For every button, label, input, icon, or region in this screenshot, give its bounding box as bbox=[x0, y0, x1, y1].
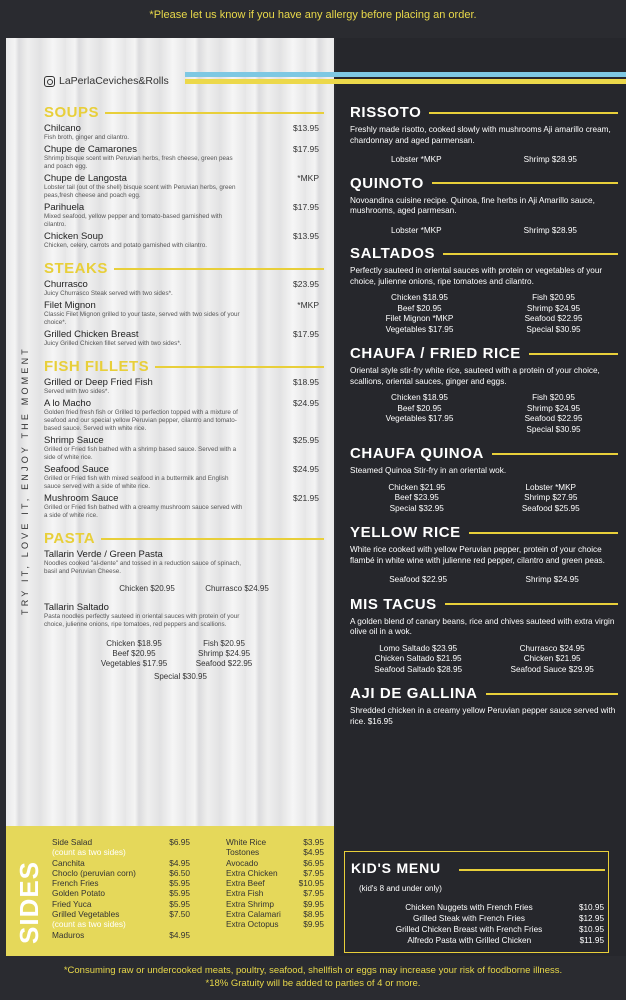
side-item bbox=[52, 878, 190, 888]
pasta-verde-prices bbox=[102, 584, 324, 594]
kids-subtitle: (kid's 8 and under only) bbox=[359, 884, 442, 893]
item-price: $24.95 bbox=[293, 464, 319, 474]
price: Seafood $22.95 bbox=[389, 575, 448, 584]
price: Seafood $22.95 bbox=[195, 659, 253, 668]
price: Seafood $22.95 bbox=[524, 314, 583, 323]
side-name: Grilled Vegetables bbox=[52, 909, 120, 920]
item-name: Parihuela bbox=[44, 202, 85, 213]
item-desc: Fish broth, ginger and cilantro. bbox=[44, 134, 130, 141]
side-price: $7.95 bbox=[303, 888, 324, 899]
side-item bbox=[52, 909, 190, 919]
item-price: $24.95 bbox=[293, 398, 319, 408]
kids-item-name: Chicken Nuggets with French Fries bbox=[405, 903, 533, 912]
item-name: Grilled Chicken Breast bbox=[44, 329, 139, 340]
side-name: White Rice bbox=[226, 837, 267, 847]
price-column bbox=[374, 644, 462, 676]
side-name: Extra Beef bbox=[226, 878, 265, 889]
chaufa-quinoa-prices bbox=[350, 483, 618, 515]
menu-item bbox=[44, 279, 324, 298]
kids-item bbox=[359, 935, 604, 946]
side-name: (count as two sides) bbox=[52, 919, 126, 930]
aji-title: AJI DE GALLINA bbox=[350, 685, 478, 702]
aji-desc: Shredded chicken in a creamy yellow Peruvian pepper sauce served with rice. $16.95 bbox=[350, 706, 616, 726]
item-name: Chicken Soup bbox=[44, 231, 104, 242]
item-name: Tallarin Verde / Green Pasta bbox=[44, 549, 163, 560]
price: Fish $20.95 bbox=[532, 293, 575, 302]
pasta-special: Special $30.95 bbox=[154, 672, 207, 681]
price: Shrimp $28.95 bbox=[523, 225, 577, 235]
price: Churrasco $24.95 bbox=[205, 584, 269, 593]
price-column bbox=[386, 293, 454, 335]
chaufa-quinoa-heading bbox=[350, 445, 618, 462]
side-name: Side Salad bbox=[52, 837, 93, 847]
chaufa-prices bbox=[350, 393, 618, 435]
price: Chicken $18.95 bbox=[391, 293, 448, 302]
side-name: Extra Shrimp bbox=[226, 898, 274, 909]
fish-title: FISH FILLETS bbox=[44, 358, 150, 375]
price-column bbox=[525, 293, 583, 335]
footer bbox=[0, 956, 626, 1000]
left-menu bbox=[44, 104, 324, 683]
menu-item bbox=[44, 144, 324, 171]
price: Special $30.95 bbox=[526, 324, 581, 334]
price: Churrasco $24.95 bbox=[519, 643, 585, 653]
side-name: Maduros bbox=[52, 929, 85, 940]
price: Beef $20.95 bbox=[112, 649, 156, 658]
menu-item bbox=[44, 435, 324, 462]
yellow-rice-desc: White rice cooked with yellow Peruvian pepper, protein of your choice flambé in white wine with julienne red pepper, cilantro and green peas. bbox=[350, 545, 605, 565]
item-desc: Grilled or Fried fish bathed with a shrimp based sauce. Served with a side of white rice. bbox=[44, 446, 237, 461]
side-price: $9.95 bbox=[303, 919, 324, 930]
rissoto-desc: Freshly made risotto, cooked slowly with mushrooms Aji amarillo cream, chardonnay and aged parmensan. bbox=[350, 125, 611, 145]
menu-item bbox=[44, 173, 324, 200]
chaufa-quinoa-desc: Steamed Quinoa Stir-fry in an oriental wok. bbox=[350, 466, 507, 475]
steaks-list bbox=[44, 279, 324, 348]
side-name: Extra Fish bbox=[226, 888, 264, 899]
price: Vegetables $17.95 bbox=[385, 324, 454, 334]
fish-list bbox=[44, 377, 324, 520]
saltados-title: SALTADOS bbox=[350, 245, 436, 262]
pasta-title: PASTA bbox=[44, 530, 96, 547]
price: Seafood $25.95 bbox=[521, 503, 580, 513]
side-price: $7.50 bbox=[169, 909, 190, 920]
item-name: Chilcano bbox=[44, 123, 81, 134]
soups-heading bbox=[44, 104, 324, 121]
kids-item-price: $10.95 bbox=[578, 925, 604, 934]
chaufa-title: CHAUFA / FRIED RICE bbox=[350, 345, 521, 362]
kids-item-name: Grilled Steak with French Fries bbox=[413, 914, 525, 923]
item-name: Mushroom Sauce bbox=[44, 493, 119, 504]
item-name: A lo Macho bbox=[44, 398, 91, 409]
item-price: $18.95 bbox=[293, 377, 319, 387]
side-name: Canchita bbox=[52, 857, 85, 868]
price: Filet Mignon *MKP bbox=[385, 314, 454, 323]
price: Fish $20.95 bbox=[203, 639, 245, 648]
side-item bbox=[52, 930, 190, 940]
saltados-desc: Perfectly sauteed in oriental sauces with protein or vegetables of your choice, julienne onions, ripe tomatoes and cilantro. bbox=[350, 266, 603, 286]
mis-tacus-desc: A golden blend of canary beans, rice and chives sauteed with extra virgin olive oil in a wok. bbox=[350, 616, 615, 636]
price: Lomo Saltado $23.95 bbox=[379, 643, 458, 653]
side-item bbox=[52, 868, 190, 878]
price-column bbox=[89, 639, 179, 669]
item-price: $17.95 bbox=[293, 329, 319, 339]
yellow-rice-title: YELLOW RICE bbox=[350, 524, 461, 541]
menu-item bbox=[44, 123, 324, 142]
price: Vegetables $17.95 bbox=[385, 414, 454, 423]
right-menu bbox=[350, 104, 618, 727]
side-name: Fried Yuca bbox=[52, 898, 92, 909]
side-price: $6.95 bbox=[169, 837, 190, 847]
side-price: $5.95 bbox=[169, 878, 190, 889]
side-name: French Fries bbox=[52, 878, 99, 889]
kids-list bbox=[359, 902, 604, 946]
kids-item-price: $12.95 bbox=[578, 914, 604, 923]
quinoto-desc: Novoandina cuisine recipe. Quinoa, fine herbs in Aji Amarillo sauce, mushrooms, aged parmesan. bbox=[350, 195, 595, 215]
aji-heading bbox=[350, 685, 618, 702]
side-item bbox=[226, 888, 324, 898]
side-price: $9.95 bbox=[303, 898, 324, 909]
price: Shrimp $24.95 bbox=[526, 303, 581, 313]
chaufa-desc: Oriental style stir-fry white rice, sauteed with a protein of your choice, scallions, oriental sauces, ginger and eggs. bbox=[350, 366, 600, 386]
side-item bbox=[226, 847, 324, 857]
item-price: $17.95 bbox=[293, 144, 319, 154]
fish-heading bbox=[44, 358, 324, 375]
sides-label bbox=[14, 832, 42, 952]
item-desc: Served with two sides*. bbox=[44, 388, 110, 395]
side-name: Extra Calamari bbox=[226, 909, 281, 920]
item-name: Churrasco bbox=[44, 279, 88, 290]
item-desc: Chicken, celery, carrots and potato garnished with cilantro. bbox=[44, 242, 207, 249]
soups-title: SOUPS bbox=[44, 104, 100, 121]
price: Chicken Saltado $21.95 bbox=[374, 654, 462, 663]
chaufa-heading bbox=[350, 345, 618, 362]
side-name: Choclo (peruvian corn) bbox=[52, 867, 136, 878]
kids-rule bbox=[459, 869, 605, 871]
sides-left-column bbox=[52, 837, 190, 940]
kids-item-price: $10.95 bbox=[578, 903, 604, 912]
menu-item bbox=[44, 398, 324, 433]
side-price: $7.95 bbox=[303, 867, 324, 878]
price: Beef $20.95 bbox=[397, 303, 442, 313]
kids-item bbox=[359, 924, 604, 935]
item-price: *MKP bbox=[297, 173, 319, 183]
side-price: $5.95 bbox=[169, 898, 190, 909]
kids-item-name: Grilled Chicken Breast with French Fries bbox=[395, 925, 543, 934]
sides-label-text: SIDES bbox=[14, 860, 44, 944]
yellow-rice-prices bbox=[350, 575, 618, 586]
price: Shrimp $24.95 bbox=[526, 403, 581, 413]
item-name: Grilled or Deep Fried Fish bbox=[44, 377, 153, 388]
menu-item bbox=[44, 377, 324, 396]
side-item bbox=[52, 888, 190, 898]
pasta-verde bbox=[44, 549, 324, 594]
side-price: $4.95 bbox=[169, 857, 190, 868]
item-price: $23.95 bbox=[293, 279, 319, 289]
price: Fish $20.95 bbox=[532, 393, 575, 402]
item-desc: Classic Filet Mignon grilled to your taste, served with two sides of your choice*. bbox=[44, 311, 240, 326]
item-price: $25.95 bbox=[293, 435, 319, 445]
side-name: Extra Chicken bbox=[226, 867, 278, 878]
price: Chicken $18.95 bbox=[106, 639, 162, 648]
price: Shrimp $24.95 bbox=[525, 575, 579, 584]
side-item bbox=[226, 837, 324, 847]
price: Lobster *MKP bbox=[525, 482, 577, 492]
kids-item bbox=[359, 913, 604, 924]
saltados-prices bbox=[350, 293, 618, 335]
side-item bbox=[52, 837, 190, 847]
rissoto-title: RISSOTO bbox=[350, 104, 422, 121]
price: Shrimp $28.95 bbox=[523, 155, 577, 164]
item-price: $21.95 bbox=[293, 493, 319, 503]
price: Special $30.95 bbox=[526, 424, 581, 434]
rissoto-prices bbox=[350, 155, 618, 166]
item-name: Shrimp Sauce bbox=[44, 435, 104, 446]
price: Chicken $18.95 bbox=[391, 393, 448, 402]
side-name: Avocado bbox=[226, 857, 259, 868]
side-price: $6.95 bbox=[303, 857, 324, 868]
mis-tacus-heading bbox=[350, 596, 618, 613]
side-name: Tostones bbox=[226, 847, 260, 858]
price-column bbox=[388, 483, 445, 515]
item-price: $13.95 bbox=[293, 123, 319, 133]
instagram-handle[interactable] bbox=[44, 75, 169, 87]
sides-right-column bbox=[226, 837, 324, 930]
side-item bbox=[226, 858, 324, 868]
side-price: $10.95 bbox=[298, 878, 324, 889]
price: Beef $20.95 bbox=[397, 403, 442, 413]
mis-tacus-title: MIS TACUS bbox=[350, 595, 437, 613]
price: Lobster *MKP bbox=[391, 225, 442, 235]
footer-gratuity: *18% Gratuity will be added to parties of 4 or more. bbox=[205, 978, 421, 989]
price-column bbox=[525, 393, 583, 435]
side-price: $5.95 bbox=[169, 888, 190, 899]
item-desc: Noodles cooked "al-dente" and tossed in a reduction sauce of spinach, basil and Peruvian Cheese. bbox=[44, 560, 242, 575]
pasta-saltado-prices bbox=[89, 639, 324, 669]
side-price: $6.50 bbox=[169, 867, 190, 878]
price-column bbox=[522, 483, 580, 515]
side-name: (count as two sides) bbox=[52, 847, 126, 858]
side-item bbox=[226, 919, 324, 929]
item-desc: Golden fried fresh fish or Grilled to perfection topped with a mixture of seafood and our special yellow Peruvian pepper, cilantro and tomato-based sauce. Served with white rice. bbox=[44, 409, 238, 432]
yellow-rice-heading bbox=[350, 524, 618, 541]
side-item bbox=[52, 919, 190, 929]
item-name: Chupe de Langosta bbox=[44, 173, 127, 184]
item-desc: Juicy Churrasco Steak served with two sides*. bbox=[44, 290, 173, 297]
price: Chicken $21.95 bbox=[523, 654, 581, 663]
steaks-title: STEAKS bbox=[44, 260, 108, 277]
instagram-icon bbox=[44, 76, 55, 87]
menu-item bbox=[44, 300, 324, 327]
side-item bbox=[226, 878, 324, 888]
decorative-stripes bbox=[185, 72, 626, 86]
item-desc: Pasta noodles perfectly sauteed in oriental sauces with protein of your choice, julienne onions, ripe tomatoes, red peppers and scallions. bbox=[44, 613, 240, 628]
item-desc: Grilled or Fried fish with mixed seafood in a buttermilk and English sauce served with a side of white rice. bbox=[44, 475, 229, 490]
side-price: $4.95 bbox=[169, 929, 190, 940]
instagram-handle-text: LaPerlaCeviches&Rolls bbox=[59, 75, 169, 87]
menu-item bbox=[44, 464, 324, 491]
item-name: Filet Mignon bbox=[44, 300, 96, 311]
pasta-saltado bbox=[44, 602, 324, 681]
side-item bbox=[52, 899, 190, 909]
soups-list bbox=[44, 123, 324, 250]
item-price: $17.95 bbox=[293, 202, 319, 212]
item-name: Seafood Sauce bbox=[44, 464, 109, 475]
item-name: Tallarin Saltado bbox=[44, 602, 109, 613]
tagline-text: TRY IT, LOVE IT, ENJOY THE MOMENT bbox=[20, 346, 30, 615]
price-column bbox=[386, 393, 454, 435]
item-desc: Juicy Grilled Chicken fillet served with two sides*. bbox=[44, 340, 182, 347]
kids-item-price: $11.95 bbox=[579, 936, 604, 945]
rissoto-heading bbox=[350, 104, 618, 121]
side-item bbox=[226, 899, 324, 909]
item-desc: Grilled or Fried fish bathed with a creamy mushroom sauce served with a side of white rice. bbox=[44, 504, 243, 519]
price: Shrimp $24.95 bbox=[197, 649, 251, 658]
chaufa-quinoa-title: CHAUFA QUINOA bbox=[350, 445, 484, 462]
price: Lobster *MKP bbox=[391, 155, 442, 164]
price: Special $32.95 bbox=[389, 503, 444, 513]
menu-item bbox=[44, 231, 324, 250]
side-price: $8.95 bbox=[303, 909, 324, 920]
item-name: Chupe de Camarones bbox=[44, 144, 137, 155]
kids-menu bbox=[344, 851, 609, 953]
price: Seafood Saltado $28.95 bbox=[374, 664, 463, 674]
price: Beef $23.95 bbox=[394, 493, 439, 502]
quinoto-heading bbox=[350, 175, 618, 192]
side-name: Extra Octopus bbox=[226, 919, 279, 930]
price-column bbox=[179, 639, 269, 669]
kids-title: KID'S MENU bbox=[351, 860, 441, 876]
steaks-heading bbox=[44, 260, 324, 277]
item-desc: Shrimp bisque scent with Peruvian herbs, fresh cheese, green peas and poach egg. bbox=[44, 155, 233, 170]
menu-item bbox=[44, 202, 324, 229]
mis-tacus-prices bbox=[350, 644, 618, 676]
side-item bbox=[226, 909, 324, 919]
price: Chicken $21.95 bbox=[388, 482, 446, 492]
side-item bbox=[226, 868, 324, 878]
price: Chicken $20.95 bbox=[119, 584, 175, 593]
item-price: $13.95 bbox=[293, 231, 319, 241]
price-column bbox=[510, 644, 593, 676]
side-name: Golden Potato bbox=[52, 888, 106, 899]
menu-item bbox=[44, 329, 324, 348]
price: Seafood Sauce $29.95 bbox=[510, 664, 594, 674]
footer-warning: *Consuming raw or undercooked meats, poultry, seafood, shellfish or eggs may increase your risk of foodborne illness. bbox=[63, 965, 563, 976]
tagline bbox=[10, 215, 30, 615]
side-price: $4.95 bbox=[303, 847, 324, 858]
menu-item bbox=[44, 493, 324, 520]
price: Seafood $22.95 bbox=[524, 414, 583, 423]
allergy-notice: *Please let us know if you have any allergy before placing an order. bbox=[0, 0, 626, 32]
kids-item-name: Alfredo Pasta with Grilled Chicken bbox=[407, 936, 532, 945]
side-price: $3.95 bbox=[303, 837, 324, 847]
side-item bbox=[52, 858, 190, 868]
saltados-heading bbox=[350, 245, 618, 262]
side-item bbox=[52, 847, 190, 857]
kids-item bbox=[359, 902, 604, 913]
item-desc: Lobster tail (out of the shell) bisque scent with Peruvian herbs, green peas,fresh cheese and poach egg. bbox=[44, 184, 236, 199]
price: Shrimp $27.95 bbox=[524, 493, 578, 502]
quinoto-title: QUINOTO bbox=[350, 174, 424, 192]
pasta-heading bbox=[44, 530, 324, 547]
quinoto-prices bbox=[350, 226, 618, 237]
item-price: *MKP bbox=[297, 300, 319, 310]
price: Vegetables $17.95 bbox=[100, 659, 168, 668]
item-desc: Mixed seafood, yellow pepper and tomato-based garnished with cilantro. bbox=[44, 213, 223, 228]
